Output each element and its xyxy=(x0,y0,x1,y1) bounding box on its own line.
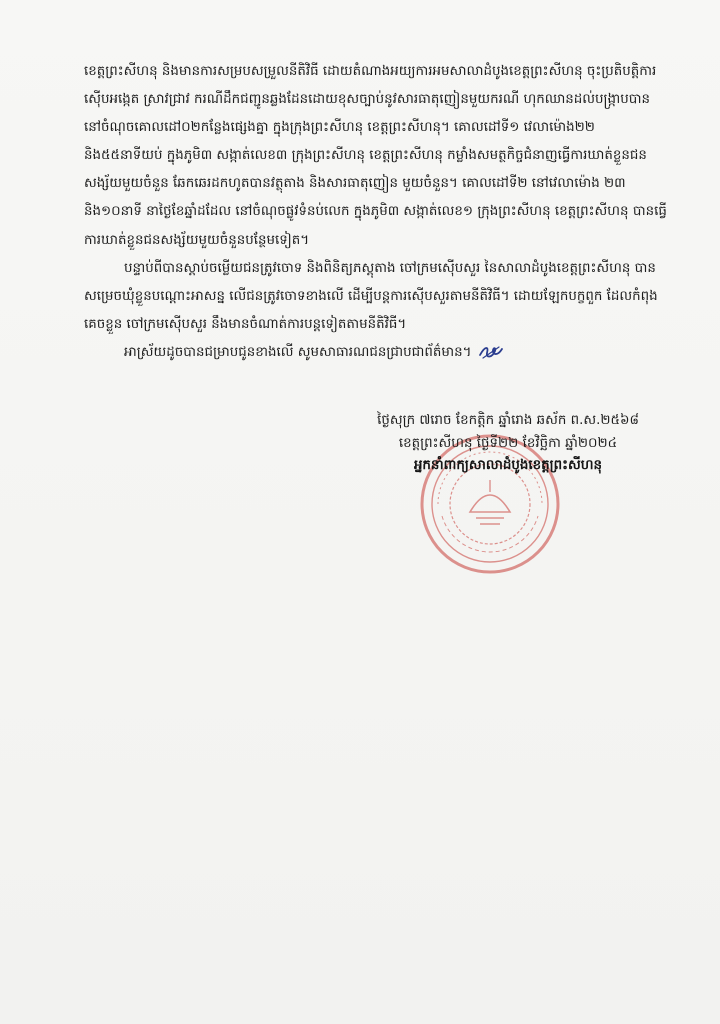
paragraph-detention: បន្ទាប់ពីបានស្តាប់ចម្លើយជនត្រូវចោទ និងពិនិត្យភស្តុតាង ចៅក្រមស៊ើបសួរ នៃសាលាដំបូងខេត្តព្រះសីហនុ បានសម្រេចឃុំខ្លួនបណ្តោះអាសន្ន លើជនត្រូវចោទខាងលើ ដើម្បីបន្តការស៊ើបសួរតាមនីតិវិធី។ ដោយឡែកបក្ខពួក ដែលកំពុងគេចខ្លួន ចៅក្រមស៊ើបសួរ នឹងមានចំណាត់ការបន្តទៀតតាមនីតិវិធី។ xyxy=(84,260,658,332)
paragraph-investigation: ខេត្តព្រះសីហនុ និងមានការសម្របសម្រួលនីតិវិធី ដោយតំណាងអយ្យការអមសាលាដំបូងខេត្តព្រះសីហនុ ចុះប្រតិបត្តិការស៊ើបអង្កេត ស្រាវជ្រាវ ករណីដឹកជញ្ជូនឆ្លងដែនដោយខុសច្បាប់នូវសារធាតុញៀនមួយករណី ហុកឈានដល់បង្ក្រាបបាន នៅចំណុចគោលដៅ០២កន្លែងផ្សេងគ្នា ក្នុងក្រុងព្រះសីហនុ ខេត្តព្រះសីហនុ។ គោលដៅទី១ វេលាម៉ោង២២ និង៥៥នាទីយប់ ក្នុងភូមិ៣ សង្កាត់លេខ៣ ក្រុងព្រះសីហនុ ខេត្តព្រះសីហនុ កម្លាំងសមត្ថកិច្ចជំនាញធ្វើការឃាត់ខ្លួនជនសង្ស័យមួយចំនួន ឆែកឆេរដកហូតបានវត្ថុតាង និងសារធាតុញៀន មួយចំនួន។ គោលដៅទី២ នៅវេលាម៉ោង ២៣ និង១០នាទី នាថ្ងៃខែឆ្នាំដដែល នៅចំណុចផ្លូវទំនប់លេក ក្នុងភូមិ៣ សង្កាត់លេខ១ ក្រុងព្រះសីហនុ ខេត្តព្រះសីហនុ បានធ្វើការឃាត់ខ្លួនជនសង្ស័យមួយចំនួនបន្ថែមទៀត។ xyxy=(84,64,667,248)
solar-date: ខេត្តព្រះសីហនុ ថ្ងៃទី២២ ខែវិច្ឆិកា ឆ្នាំ២០២៤ xyxy=(398,435,618,451)
paragraph-closing xyxy=(84,339,670,367)
issuing-organization: អ្នកនាំពាក្យសាលាដំបូងខេត្តព្រះសីហនុ xyxy=(413,458,603,473)
closing-text: អាស្រ័យដូចបានជម្រាបជូនខាងលើ សូមសាធារណជនជ្រាបជាព័ត៌មាន។ xyxy=(124,344,472,360)
lunar-date: ថ្ងៃសុក្រ ៧រោច ខែកត្តិក ឆ្នាំរោង ឆស័ក ព.ស.២៥៦៨ xyxy=(377,413,639,428)
document-body xyxy=(84,58,670,367)
initial-signature-mark xyxy=(477,342,505,362)
date-signature-block xyxy=(328,410,688,478)
